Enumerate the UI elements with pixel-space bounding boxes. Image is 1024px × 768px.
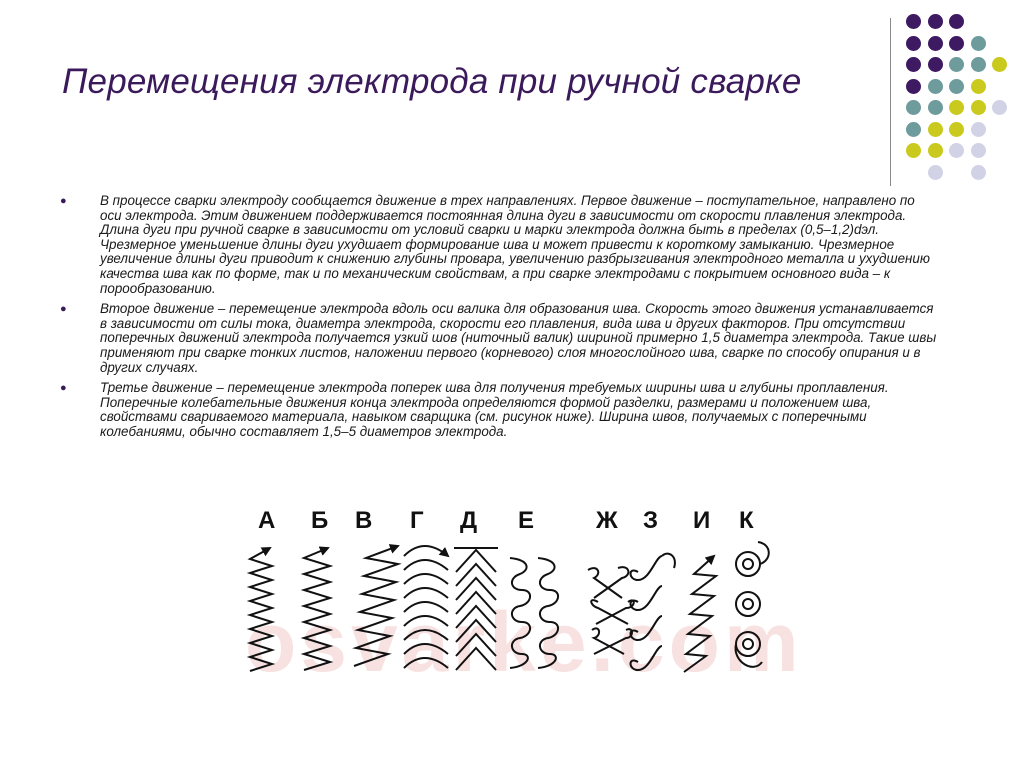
bullet-text: Третье движение – перемещение электрода поперек шва для получения требуемых ширины шва и глубины проплавления. Поперечные колебательные движения конца электрода определяются формой разделки, размерами и положением шва, свойствами свариваемого материала, навыком сварщика (см. рисунок ниже). Ширина швов, получаемых с поперечными колебаниями, обычно составляет 1,5–5 диаметров электрода. xyxy=(100,380,889,439)
figure-label: Б xyxy=(311,507,329,534)
decor-dot xyxy=(949,122,964,137)
decor-dot xyxy=(928,122,943,137)
decor-dot xyxy=(949,79,964,94)
bullet-item-1 xyxy=(60,194,940,296)
decor-dot xyxy=(992,100,1007,115)
pattern-zh-loops xyxy=(588,567,634,654)
figure-label: А xyxy=(258,507,276,534)
decor-dot xyxy=(928,79,943,94)
pattern-e-loops xyxy=(510,558,558,668)
decor-dot xyxy=(971,100,986,115)
pattern-b-zigzag xyxy=(304,548,330,670)
decor-dot xyxy=(971,122,986,137)
pattern-v-triangles xyxy=(354,546,398,666)
figure-label: Г xyxy=(410,507,424,534)
bullet-icon: ● xyxy=(60,382,67,395)
pattern-z-loops xyxy=(631,554,675,670)
decor-dot xyxy=(928,57,943,72)
figure-label: Д xyxy=(460,507,478,534)
decor-dot xyxy=(928,165,943,180)
figure-label: Ж xyxy=(596,507,618,534)
decor-dot xyxy=(928,100,943,115)
decor-divider xyxy=(890,18,891,186)
decor-dot xyxy=(906,14,921,29)
decor-dot xyxy=(971,165,986,180)
decor-dot xyxy=(906,36,921,51)
bullet-list xyxy=(60,194,940,446)
decor-dot xyxy=(906,143,921,158)
figure-label: З xyxy=(643,507,659,534)
pattern-d-triangles xyxy=(454,548,498,670)
decor-dot xyxy=(906,100,921,115)
decor-dot xyxy=(971,143,986,158)
decor-dot xyxy=(906,57,921,72)
decor-dot xyxy=(906,79,921,94)
pattern-g-crescents xyxy=(404,546,448,668)
bullet-text: В процессе сварки электроду сообщается движение в трех направлениях. Первое движение – поступательное, направлено по оси электрода. Этим движением поддерживается постоянная длина дуги в зависимости от скорости плавления электрода. Длина дуги при ручной сварке в зависимости от условий сварки и марки электрода должна быть в пределах (0,5–1,2)dэл. Чрезмерное уменьшение длины дуги ухудшает формирование шва и может привести к короткому замыканию. Чрезмерное увеличение длины дуги приводит к снижению глубины провара, увеличению разбрызгивания электродного металла и ухудшению качества шва как по форме, так и по механическим свойствам, а при сварке электродами с покрытием основного вида – к порообразованию. xyxy=(100,193,930,296)
figure-label: И xyxy=(693,507,711,534)
decor-dot xyxy=(949,100,964,115)
bullet-icon: ● xyxy=(60,303,67,316)
decor-dot xyxy=(949,143,964,158)
decor-dot xyxy=(971,79,986,94)
pattern-a-zigzag xyxy=(250,548,272,671)
decor-dot xyxy=(971,36,986,51)
watermark: osvarke.com xyxy=(245,595,803,689)
decor-dot xyxy=(992,57,1007,72)
decor-dot xyxy=(928,14,943,29)
bullet-item-2 xyxy=(60,302,940,375)
decor-dot xyxy=(949,14,964,29)
decor-dot xyxy=(949,36,964,51)
figure-label: В xyxy=(355,507,373,534)
pattern-i-zigzag xyxy=(684,556,716,672)
decor-dot xyxy=(928,143,943,158)
decor-dot xyxy=(971,57,986,72)
decor-dot-grid xyxy=(906,14,1016,174)
decor-dot xyxy=(928,36,943,51)
figure-label: К xyxy=(739,507,754,534)
decor-dot xyxy=(949,57,964,72)
pattern-k-spirals xyxy=(736,542,769,667)
decor-dot xyxy=(906,122,921,137)
electrode-motion-figure xyxy=(238,498,803,689)
bullet-icon: ● xyxy=(60,195,67,207)
bullet-item-3 xyxy=(60,381,940,439)
figure-label: Е xyxy=(518,507,535,534)
slide-title: Перемещения электрода при ручной сварке xyxy=(62,62,802,101)
bullet-text: Второе движение – перемещение электрода вдоль оси валика для образования шва. Скорость этого движения устанавливается в зависимости от силы тока, диаметра электрода, скорости его плавления, вида шва и других факторов. При отсутствии поперечных движений электрода получается узкий шов (ниточный валик) шириной примерно 1,5 диаметра электрода. Такие швы применяют при сварке тонких листов, наложении первого (корневого) слоя многослойного шва, сварке по способу опирания и в других случаях. xyxy=(100,301,937,375)
